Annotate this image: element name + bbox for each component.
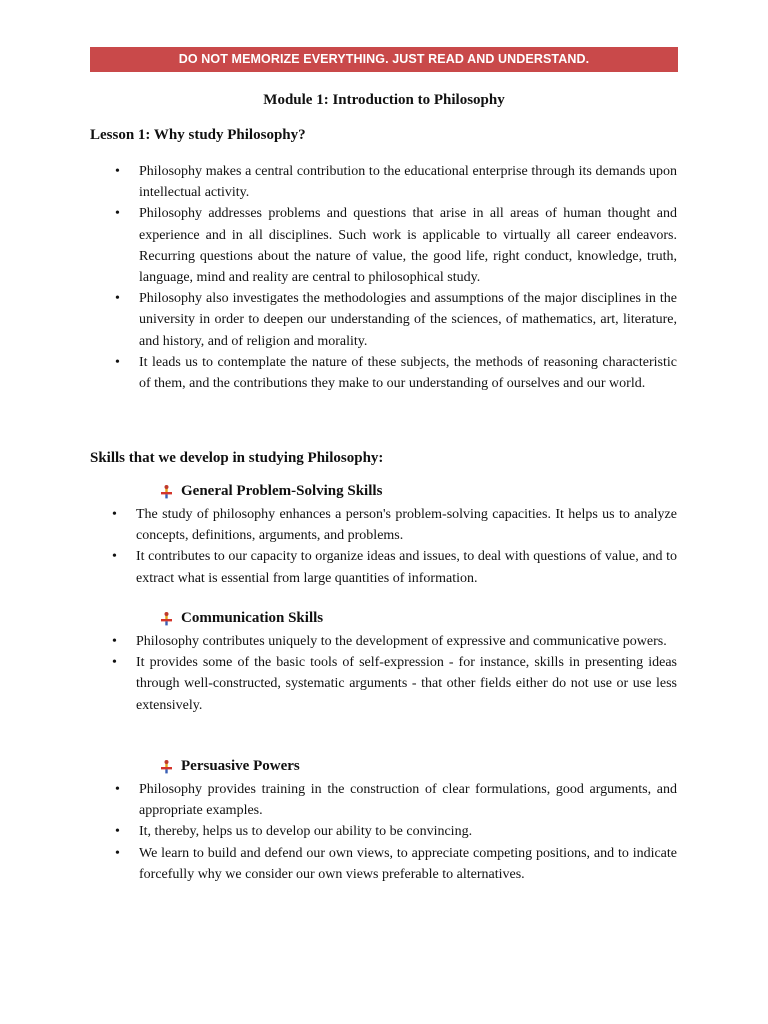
list-item: • Philosophy contributes uniquely to the development of expressive and communicative powers. xyxy=(136,631,677,652)
pushpin-icon xyxy=(158,758,175,775)
module-title: Module 1: Introduction to Philosophy xyxy=(263,92,505,108)
section-title-problem-solving xyxy=(158,483,382,500)
list-item: • We learn to build and defend our own views, to appreciate competing positions, and to indicate forcefully why we consider our own views preferable to alternatives. xyxy=(139,843,677,885)
pushpin-icon xyxy=(158,483,175,500)
section-title-text: Persuasive Powers xyxy=(181,758,300,774)
pushpin-icon xyxy=(158,610,175,627)
list-item: • It, thereby, helps us to develop our ability to be convincing. xyxy=(139,821,677,842)
lesson-title: Lesson 1: Why study Philosophy? xyxy=(90,127,306,143)
list-item: • Philosophy also investigates the methodologies and assumptions of the major disciplines in the university in order to deepen our understanding of the sciences, of mathematics, art, literature, and history, and of religion and morality. xyxy=(139,288,677,352)
persuasive-bullet-list xyxy=(139,779,677,885)
list-item: • The study of philosophy enhances a person's problem-solving capacities. It helps us to analyze concepts, definitions, arguments, and problems. xyxy=(136,504,677,546)
list-item: • Philosophy provides training in the construction of clear formulations, good arguments, and appropriate examples. xyxy=(139,779,677,821)
list-item: • It contributes to our capacity to organize ideas and issues, to deal with questions of value, and to extract what is essential from large quantities of information. xyxy=(136,546,677,588)
list-item: • It leads us to contemplate the nature of these subjects, the methods of reasoning characteristic of them, and the contributions they make to our understanding of ourselves and our world. xyxy=(139,352,677,394)
list-item: • Philosophy addresses problems and questions that arise in all areas of human thought and experience and in all disciplines. Such work is applicable to virtually all career endeavors. Recurring questions about the nature of value, the good life, right conduct, knowledge, truth, language, mind and reality are central to philosophical study. xyxy=(139,203,677,288)
communication-bullet-list xyxy=(136,631,677,716)
section-title-persuasive xyxy=(158,758,300,775)
list-item: • Philosophy makes a central contribution to the educational enterprise through its demands upon intellectual activity. xyxy=(139,161,677,203)
lesson-bullet-list xyxy=(139,161,677,394)
section-title-text: Communication Skills xyxy=(181,610,324,626)
notice-banner: DO NOT MEMORIZE EVERYTHING. JUST READ AND UNDERSTAND. xyxy=(90,47,678,72)
problem-solving-bullet-list xyxy=(136,504,677,589)
skills-heading: Skills that we develop in studying Philosophy: xyxy=(90,450,384,466)
list-item: • It provides some of the basic tools of self-expression - for instance, skills in presenting ideas through well-constructed, systematic arguments - that other fields either do not use or use less extensively. xyxy=(136,652,677,716)
section-title-communication xyxy=(158,610,323,627)
section-title-text: General Problem-Solving Skills xyxy=(181,483,383,499)
